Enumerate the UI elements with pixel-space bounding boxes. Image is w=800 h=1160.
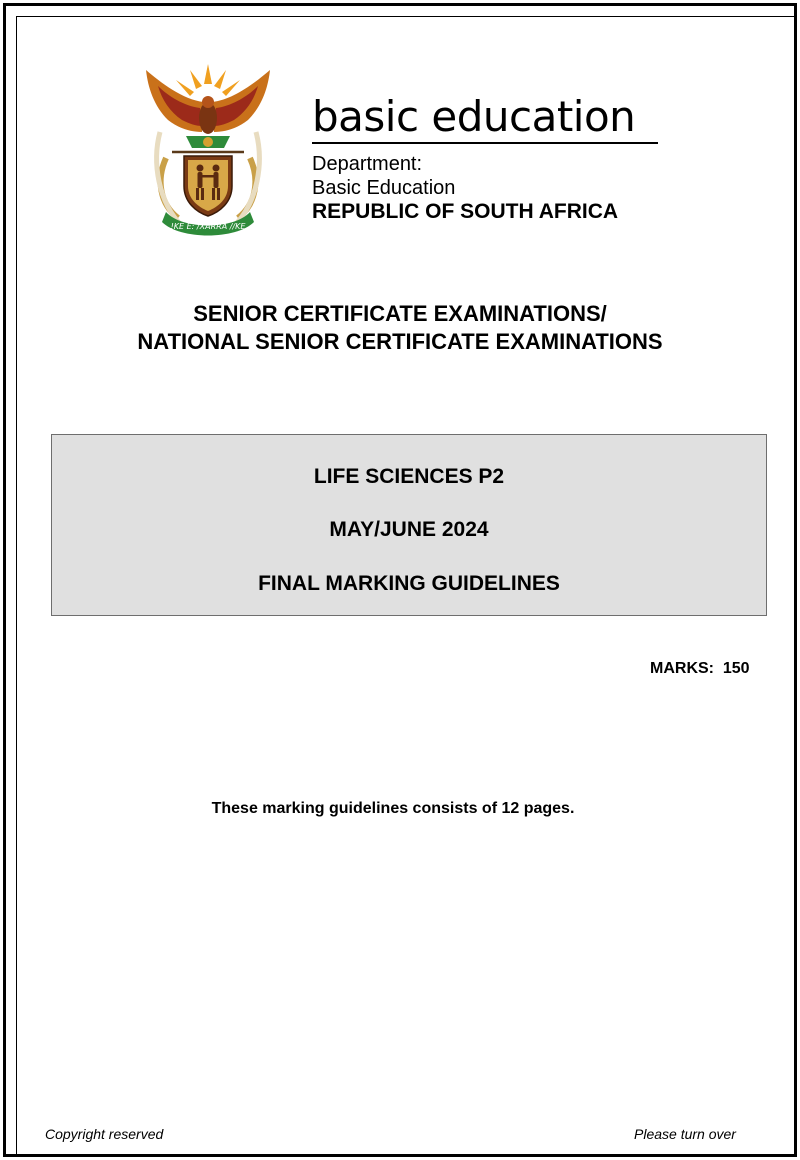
footer-copyright: Copyright reserved [45, 1126, 164, 1142]
department-label: Department: [312, 153, 423, 175]
page-count-note: These marking guidelines consists of 12 pages. [211, 800, 575, 817]
coat-of-arms-icon [138, 62, 278, 238]
motto-text: !KE E: /XARRA //KE [170, 222, 246, 231]
exam-heading-line-2: NATIONAL SENIOR CERTIFICATE EXAMINATIONS [137, 329, 663, 354]
total-marks: MARKS: 150 [650, 660, 750, 677]
brand-wordmark: basic education [312, 92, 636, 141]
country-name: REPUBLIC OF SOUTH AFRICA [312, 200, 619, 223]
sun-rays-icon [176, 64, 240, 96]
footer-turn-over: Please turn over [634, 1126, 736, 1142]
subject-title: LIFE SCIENCES P2 [313, 465, 505, 488]
exam-heading-line-1: SENIOR CERTIFICATE EXAMINATIONS/ [193, 301, 607, 326]
document-type: FINAL MARKING GUIDELINES [258, 572, 560, 595]
brand-underline [312, 142, 658, 144]
title-box [51, 434, 767, 616]
exam-session: MAY/JUNE 2024 [329, 518, 489, 541]
department-name: Basic Education [312, 177, 456, 199]
